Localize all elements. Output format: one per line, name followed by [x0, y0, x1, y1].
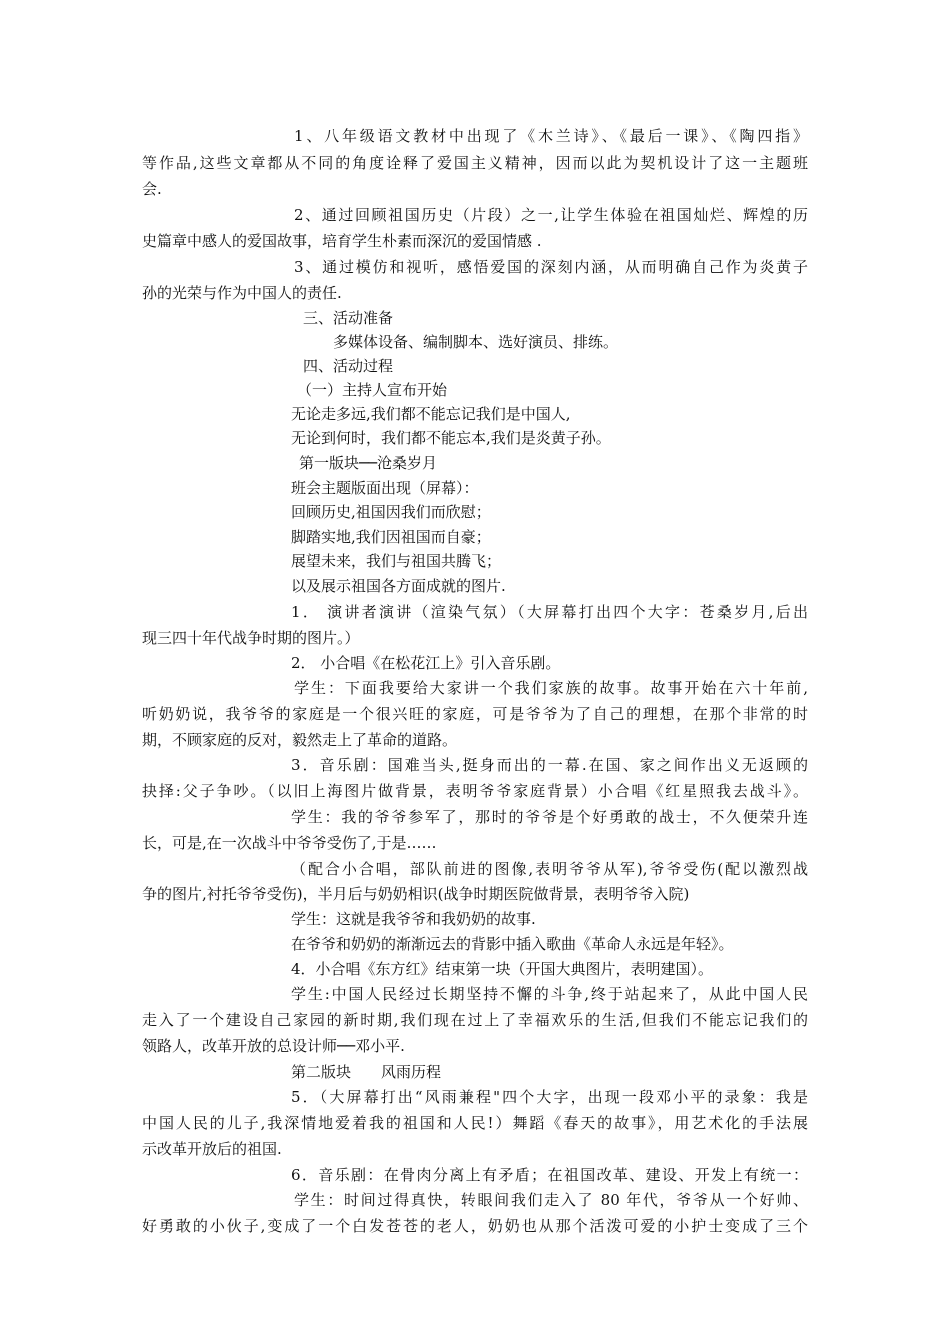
item-6-line: 6．音乐剧：在骨肉分离上有矛盾；在祖国改革、建设、开发上有统一：	[291, 1166, 808, 1184]
block-1-heading: 第一版块──沧桑岁月	[299, 454, 438, 472]
objective-3-line-1: 3、通过模仿和视听，感悟爱国的深刻内涵，从而明确自己作为炎黄子	[294, 258, 808, 276]
host-line-2: 无论到何时，我们都不能忘本,我们是炎黄子孙。	[291, 429, 611, 447]
step-heading-host-opens: （一）主持人宣布开始	[297, 381, 448, 399]
objective-1-line-1: 1、八年级语文教材中出现了《木兰诗》、《最后一课》、《陶四指》	[294, 127, 808, 145]
item-2-line: 2． 小合唱《在松花江上》引入音乐剧。	[291, 654, 561, 672]
section-heading-process: 四、活动过程	[303, 357, 394, 375]
student-story-line-1: 学生：下面我要给大家讲一个我们家族的故事。故事开始在六十年前,	[294, 679, 808, 697]
student-story-line-3: 期，不顾家庭的反对，毅然走上了革命的道路。	[142, 731, 458, 749]
item-5-line-2: 中国人民的儿子,我深情地爱着我的祖国和人民!）舞蹈《春天的故事》，用艺术化的手法展	[142, 1114, 808, 1132]
song-insert-note: 在爷爷和奶奶的渐渐远去的背影中插入歌曲《革命人永远是年轻》。	[291, 935, 734, 953]
theme-line-4: 以及展示祖国各方面成就的图片.	[291, 577, 506, 595]
student-people-line-2: 走入了一个建设自己家园的新时期,我们现在过上了幸福欢乐的生活,但我们不能忘记我们的	[142, 1011, 808, 1029]
theme-board-text: 班会主题版面出现（屏幕）：	[291, 479, 479, 497]
student-people-line-1: 学生:中国人民经过长期坚持不懈的斗争,终于站起来了，从此中国人民	[291, 985, 808, 1003]
student-time-line-1: 学生：时间过得真快，转眼间我们走入了 80 年代，爷爷从一个好帅、	[294, 1191, 808, 1209]
theme-line-3: 展望未来，我们与祖国共腾飞；	[291, 552, 502, 570]
item-3-line-2: 抉择:父子争吵。（以旧上海图片做背景，表明爷爷家庭背景）小合唱《红星照我去战斗》。	[142, 782, 808, 800]
student-time-line-2: 好勇敢的小伙子,变成了一个白发苍苍的老人，奶奶也从那个活泼可爱的小护士变成了三个	[142, 1217, 808, 1235]
student-grandpa-line-1: 学生：我的爷爷参军了，那时的爷爷是个好勇敢的战士，不久便荣升连	[291, 808, 808, 826]
student-story-end: 学生：这就是我爷爷和我奶奶的故事.	[291, 910, 536, 928]
theme-line-2: 脚踏实地,我们因祖国而自豪；	[291, 528, 491, 546]
item-1-line-2: 现三四十年代战争时期的图片。）	[142, 629, 360, 647]
chorus-note-line-1: （配合小合唱，部队前进的图像,表明爷爷从军),爷爷受伤(配以激烈战	[291, 860, 808, 878]
student-people-line-3: 领路人，改革开放的总设计师──邓小平.	[142, 1037, 405, 1055]
theme-line-1: 回顾历史,祖国因我们而欣慰；	[291, 503, 491, 521]
objective-2-line-1: 2、通过回顾祖国历史（片段）之一,让学生体验在祖国灿烂、辉煌的历	[294, 206, 808, 224]
block-2-heading: 第二版块 风雨历程	[291, 1063, 442, 1081]
item-5-line-3: 示改革开放后的祖国.	[142, 1140, 282, 1158]
section-heading-preparation: 三、活动准备	[303, 309, 394, 327]
objective-1-line-3: 会.	[142, 180, 162, 198]
item-1-line-1: 1． 演讲者演讲（渲染气氛）（大屏幕打出四个大字：苍桑岁月,后出	[291, 603, 808, 621]
objective-2-line-2: 史篇章中感人的爱国故事，培育学生朴素而深沉的爱国情感 .	[142, 232, 542, 250]
student-grandpa-line-2: 长，可是,在一次战斗中爷爷受伤了,于是……	[142, 834, 437, 852]
objective-3-line-2: 孙的光荣与作为中国人的责任.	[142, 284, 342, 302]
host-line-1: 无论走多远,我们都不能忘记我们是中国人,	[291, 405, 571, 423]
item-5-line-1: 5．（大屏幕打出“风雨兼程"四个大字，出现一段邓小平的录象：我是	[291, 1088, 808, 1106]
student-story-line-2: 听奶奶说，我爷爷的家庭是一个很兴旺的家庭，可是爷爷为了自己的理想，在那个非常的时	[142, 705, 808, 723]
item-4-line: 4．小合唱《东方红》结束第一块（开国大典图片，表明建国）。	[291, 960, 714, 978]
preparation-text: 多媒体设备、编制脚本、选好演员、排练。	[333, 333, 619, 351]
chorus-note-line-2: 争的图片,衬托爷爷受伤)，半月后与奶奶相识(战争时期医院做背景，表明爷爷入院)	[142, 885, 690, 903]
item-3-line-1: 3．音乐剧：国难当头,挺身而出的一幕.在国、家之间作出义无返顾的	[291, 756, 808, 774]
objective-1-line-2: 等作品,这些文章都从不同的角度诠释了爱国主义精神，因而以此为契机设计了这一主题班	[142, 154, 808, 172]
